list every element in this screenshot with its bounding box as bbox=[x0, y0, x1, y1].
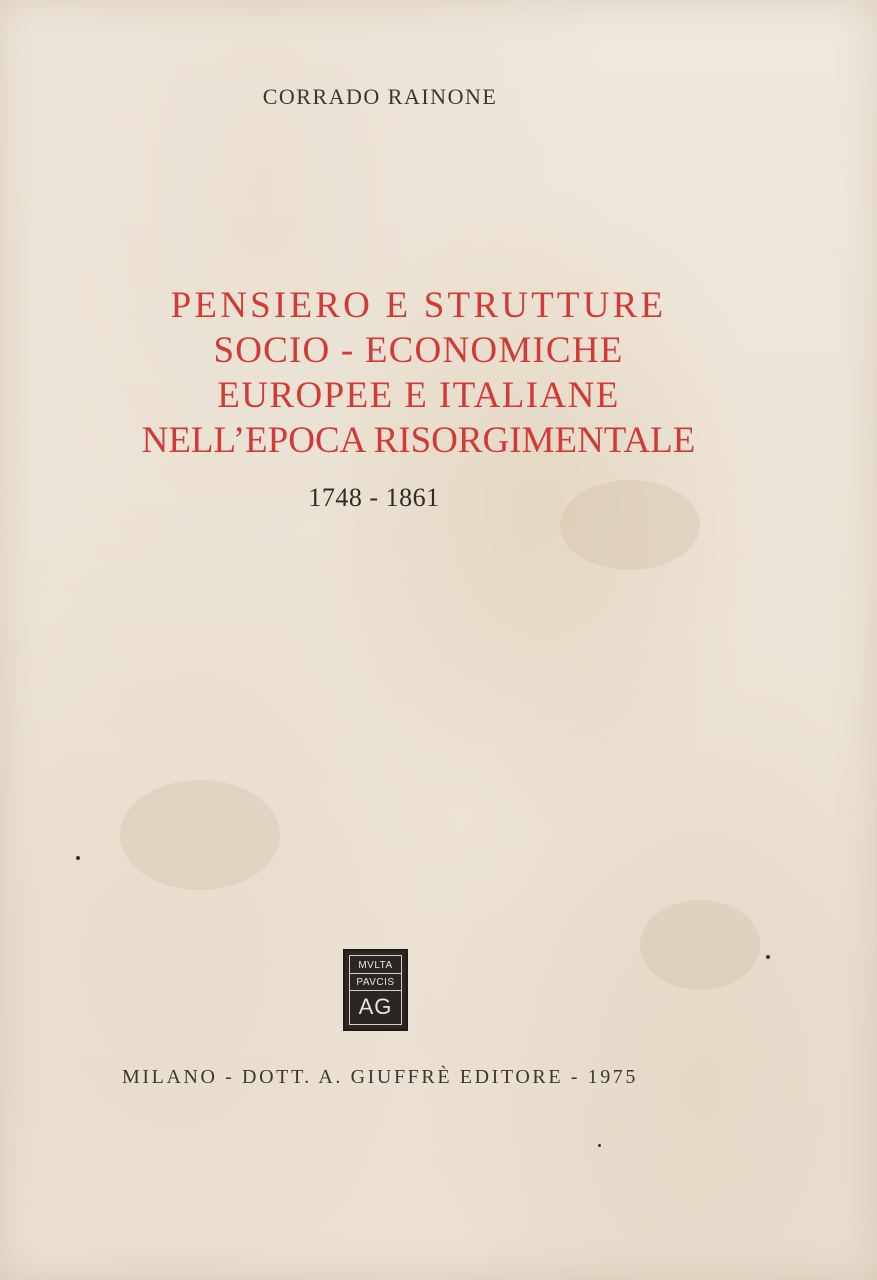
title-line-2: SOCIO - ECONOMICHE bbox=[213, 330, 624, 371]
ink-speck bbox=[598, 1144, 601, 1147]
logo-text-multa: MVLTA bbox=[350, 960, 401, 974]
paper-stain bbox=[120, 780, 280, 890]
title-line-4: NELL’EPOCA RISORGIMENTALE bbox=[141, 420, 696, 461]
publisher-logo bbox=[343, 949, 408, 1031]
title-line-3: EUROPEE E ITALIANE bbox=[217, 375, 620, 416]
book-title bbox=[40, 283, 797, 463]
ink-speck bbox=[766, 955, 770, 959]
title-line-1: PENSIERO E STRUTTURE bbox=[170, 285, 667, 326]
logo-text-paucis: PAVCIS bbox=[350, 977, 401, 991]
author-name: CORRADO RAINONE bbox=[262, 84, 498, 109]
paper-stain bbox=[640, 900, 760, 990]
logo-frame bbox=[349, 955, 402, 1025]
year-range: 1748 - 1861 bbox=[308, 483, 440, 512]
ink-speck bbox=[76, 856, 80, 860]
publisher-imprint: MILANO - DOTT. A. GIUFFRÈ EDITORE - 1975 bbox=[121, 1066, 638, 1088]
logo-text-ag: AG bbox=[358, 994, 393, 1019]
